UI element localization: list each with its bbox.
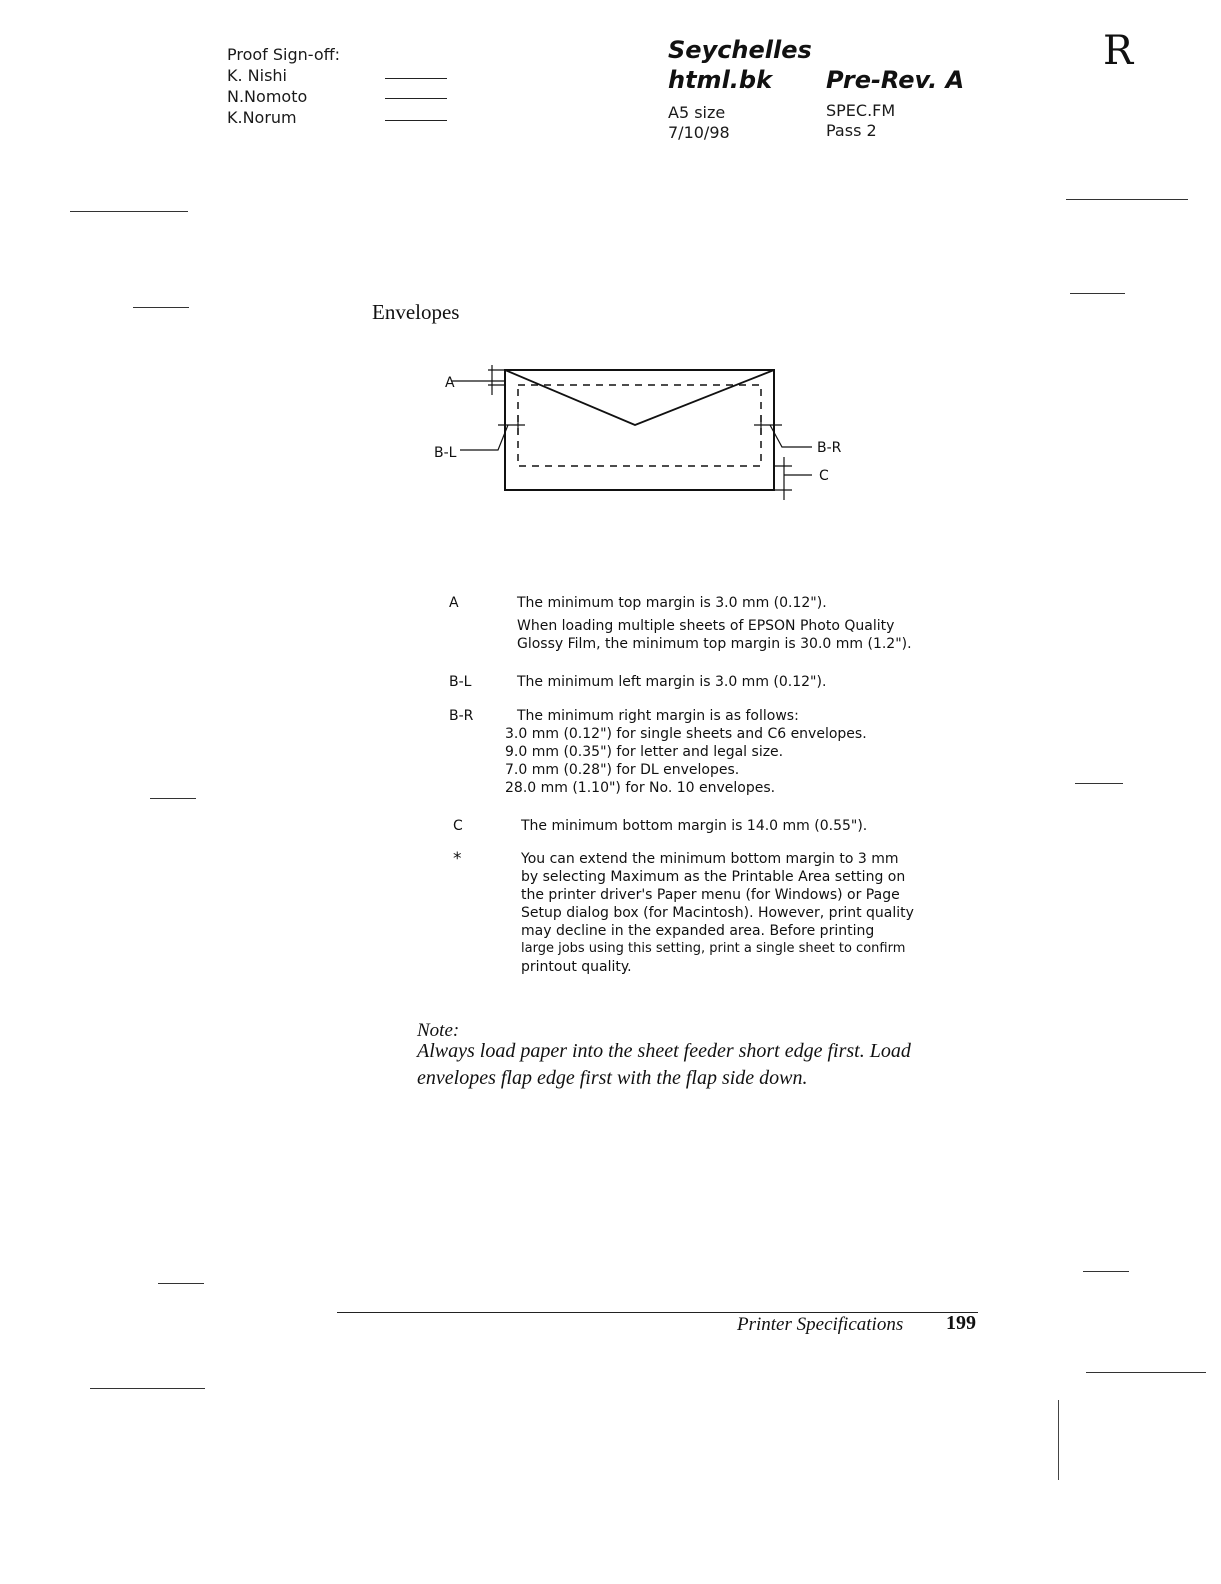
- spec-line: 3.0 mm (0.12") for single sheets and C6 envelopes.: [505, 726, 867, 742]
- crop-mark: [158, 1283, 204, 1284]
- spec-description: [517, 673, 957, 691]
- doc-date: 7/10/98: [668, 123, 730, 142]
- spec-row-a: [449, 594, 969, 654]
- envelope-flap: [505, 370, 774, 425]
- spec-line: The minimum left margin is 3.0 mm (0.12").: [517, 674, 827, 690]
- proof-name-1: K. Nishi: [227, 66, 287, 85]
- diagram-label-c: C: [819, 468, 829, 484]
- crop-mark: [1066, 199, 1188, 200]
- spec-line: Setup dialog box (for Macintosh). However, print quality: [521, 905, 914, 921]
- spec-line: the printer driver's Paper menu (for Windows) or Page: [521, 887, 900, 903]
- spec-row-c: [449, 817, 969, 837]
- spec-line: The minimum top margin is 3.0 mm (0.12").: [517, 595, 827, 611]
- proof-name-2: N.Nomoto: [227, 87, 308, 106]
- spec-line: The minimum right margin is as follows:: [517, 708, 799, 724]
- spec-line: printout quality.: [521, 959, 632, 975]
- spec-line: You can extend the minimum bottom margin to 3 mm: [521, 851, 899, 867]
- signature-line-3: [385, 120, 447, 121]
- footer-rule: [337, 1312, 978, 1313]
- binding-mark: [1058, 1400, 1059, 1480]
- spec-line: The minimum bottom margin is 14.0 mm (0.55").: [521, 818, 868, 834]
- page-size: A5 size: [668, 103, 726, 122]
- signature-line-2: [385, 98, 447, 99]
- spec-description: [521, 817, 961, 835]
- spec-line: When loading multiple sheets of EPSON Photo Quality: [517, 618, 895, 634]
- envelope-diagram: [420, 355, 860, 515]
- crop-mark: [150, 798, 196, 799]
- diagram-label-br: B-R: [817, 440, 842, 456]
- chapter-file: SPEC.FM: [826, 101, 896, 120]
- note-line: envelopes flap edge first with the flap side down.: [417, 1067, 808, 1089]
- page-number: 199: [946, 1312, 976, 1334]
- footer-title: Printer Specifications: [737, 1314, 904, 1335]
- proof-signoff-label: Proof Sign-off:: [227, 45, 341, 64]
- spec-line: Glossy Film, the minimum top margin is 30.0 mm (1.2").: [517, 636, 912, 652]
- spec-key: B-L: [449, 674, 472, 690]
- spec-line: by selecting Maximum as the Printable Area setting on: [521, 869, 906, 885]
- proof-signoff: [227, 44, 340, 128]
- note-line: Always load paper into the sheet feeder short edge first. Load: [417, 1040, 911, 1062]
- section-title: Envelopes: [372, 300, 460, 324]
- crop-mark: [1083, 1271, 1129, 1272]
- spec-description: [517, 594, 957, 653]
- pass-number: Pass 2: [826, 121, 877, 140]
- spec-key: C: [453, 818, 463, 834]
- book-name: Seychelles: [668, 36, 812, 64]
- crop-mark: [1086, 1372, 1206, 1373]
- printable-area: [518, 385, 761, 466]
- note-text: [417, 1038, 977, 1092]
- crop-mark: [133, 307, 189, 308]
- crop-mark: [70, 211, 188, 212]
- spec-description: [505, 707, 957, 797]
- spec-row-asterisk: [449, 850, 969, 980]
- spec-row-bl: [449, 673, 969, 693]
- crop-mark: [90, 1388, 205, 1389]
- crop-mark: [1075, 783, 1123, 784]
- note-label: Note:: [417, 1020, 460, 1041]
- signature-line-1: [385, 78, 447, 79]
- revision: Pre-Rev. A: [826, 66, 965, 94]
- corner-letter: R: [1103, 28, 1134, 74]
- crop-mark: [1070, 293, 1125, 294]
- spec-line: may decline in the expanded area. Before printing: [521, 923, 875, 939]
- spec-line: 28.0 mm (1.10") for No. 10 envelopes.: [505, 780, 776, 796]
- spec-line: 9.0 mm (0.35") for letter and legal size.: [505, 744, 784, 760]
- spec-line: 7.0 mm (0.28") for DL envelopes.: [505, 762, 740, 778]
- spec-key: A: [449, 595, 459, 611]
- spec-description: [521, 850, 961, 976]
- spec-row-br: [449, 707, 969, 802]
- spec-key: B-R: [449, 708, 474, 724]
- book-file: html.bk: [668, 66, 773, 94]
- diagram-label-bl: B-L: [434, 445, 457, 461]
- spec-key: *: [453, 849, 462, 869]
- spec-line: large jobs using this setting, print a single sheet to confirm: [521, 941, 906, 956]
- proof-name-3: K.Norum: [227, 108, 297, 127]
- diagram-label-a: A: [445, 375, 455, 391]
